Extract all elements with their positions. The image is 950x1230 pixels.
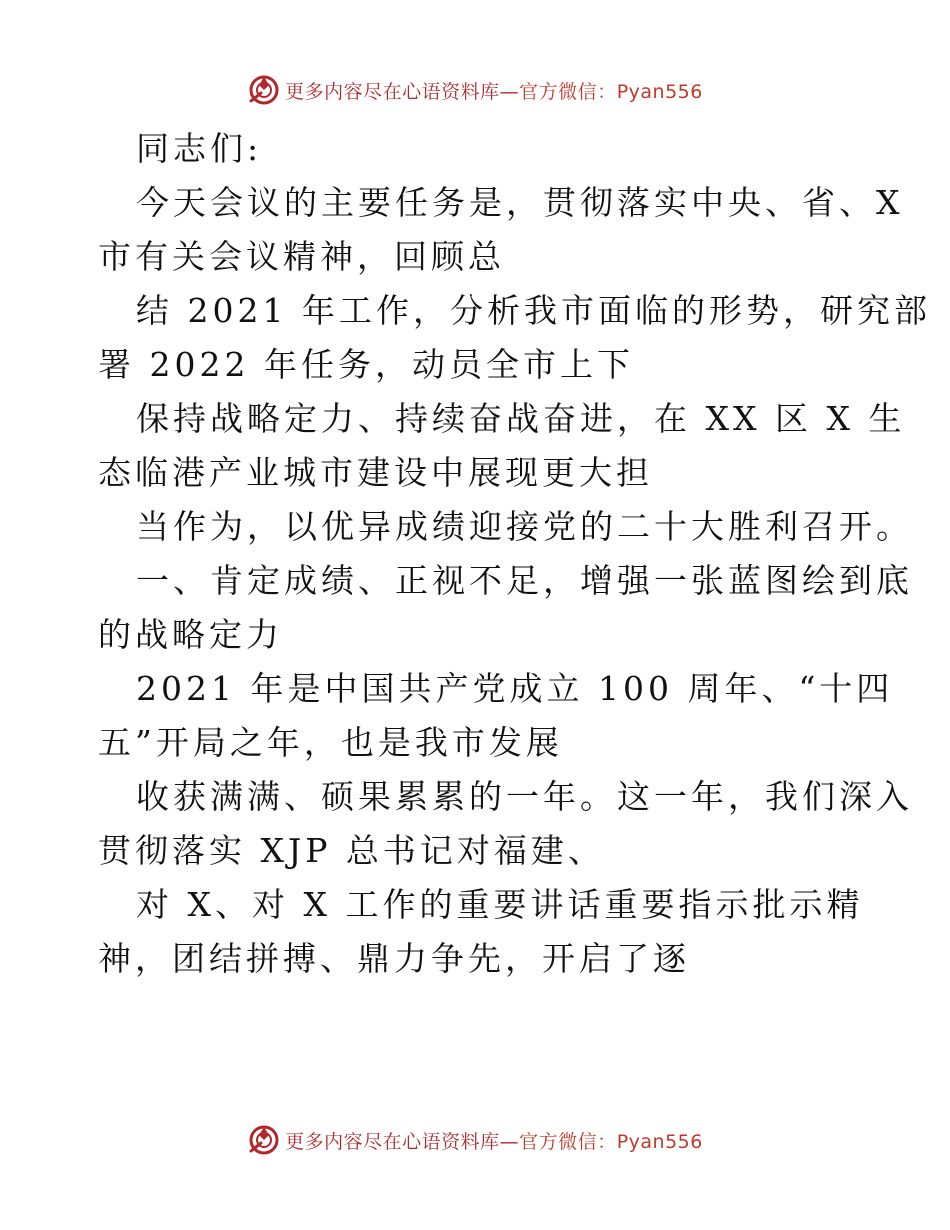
text-line: 当作为，以优异成绩迎接党的二十大胜利召开。 <box>136 507 913 546</box>
watermark-dash: — <box>499 80 520 103</box>
pen-logo-icon <box>247 1123 281 1157</box>
text-line: 五”开局之年，也是我市发展 <box>98 723 563 762</box>
watermark-sub: 官方微信： <box>519 80 617 103</box>
header-watermark <box>0 70 950 110</box>
footer-watermark <box>0 1120 950 1160</box>
text-line: 态临港产业城市建设中展现更大担 <box>98 453 653 492</box>
text-line: 贯彻落实 XJP 总书记对福建、 <box>98 831 605 870</box>
text-line: 保持战略定力、持续奋战奋进，在 XX 区 X 生 <box>136 399 906 438</box>
text-line: 收获满满、硕果累累的一年。这一年，我们深入 <box>136 777 913 816</box>
text-line: 同志们: <box>136 129 263 168</box>
text-line: 神，团结拼搏、鼎力争先，开启了逐 <box>98 939 690 978</box>
text-line: 对 X、对 X 工作的重要讲话重要指示批示精 <box>136 885 864 924</box>
watermark-dash: — <box>499 1130 520 1153</box>
watermark-sub: 官方微信： <box>519 1130 617 1153</box>
watermark-text <box>285 77 703 104</box>
text-line: 今天会议的主要任务是，贯彻落实中央、省、X <box>136 183 904 222</box>
text-line: 署 2022 年任务，动员全市上下 <box>98 345 634 384</box>
watermark-id: Pyan556 <box>616 80 703 103</box>
section-heading-line: 的战略定力 <box>98 615 283 654</box>
document-body <box>98 122 931 986</box>
text-line: 市有关会议精神，回顾总 <box>98 237 505 276</box>
text-line: 2021 年是中国共产党成立 100 周年、“十四 <box>136 669 894 708</box>
watermark-id: Pyan556 <box>616 1130 703 1153</box>
watermark-title: 更多内容尽在心语资料库 <box>285 80 500 103</box>
watermark-text <box>285 1127 703 1154</box>
watermark-title: 更多内容尽在心语资料库 <box>285 1130 500 1153</box>
pen-logo-icon <box>247 73 281 107</box>
section-heading-line: 一、肯定成绩、正视不足，增强一张蓝图绘到底 <box>136 561 913 600</box>
text-line: 结 2021 年工作，分析我市面临的形势，研究部 <box>136 291 931 330</box>
